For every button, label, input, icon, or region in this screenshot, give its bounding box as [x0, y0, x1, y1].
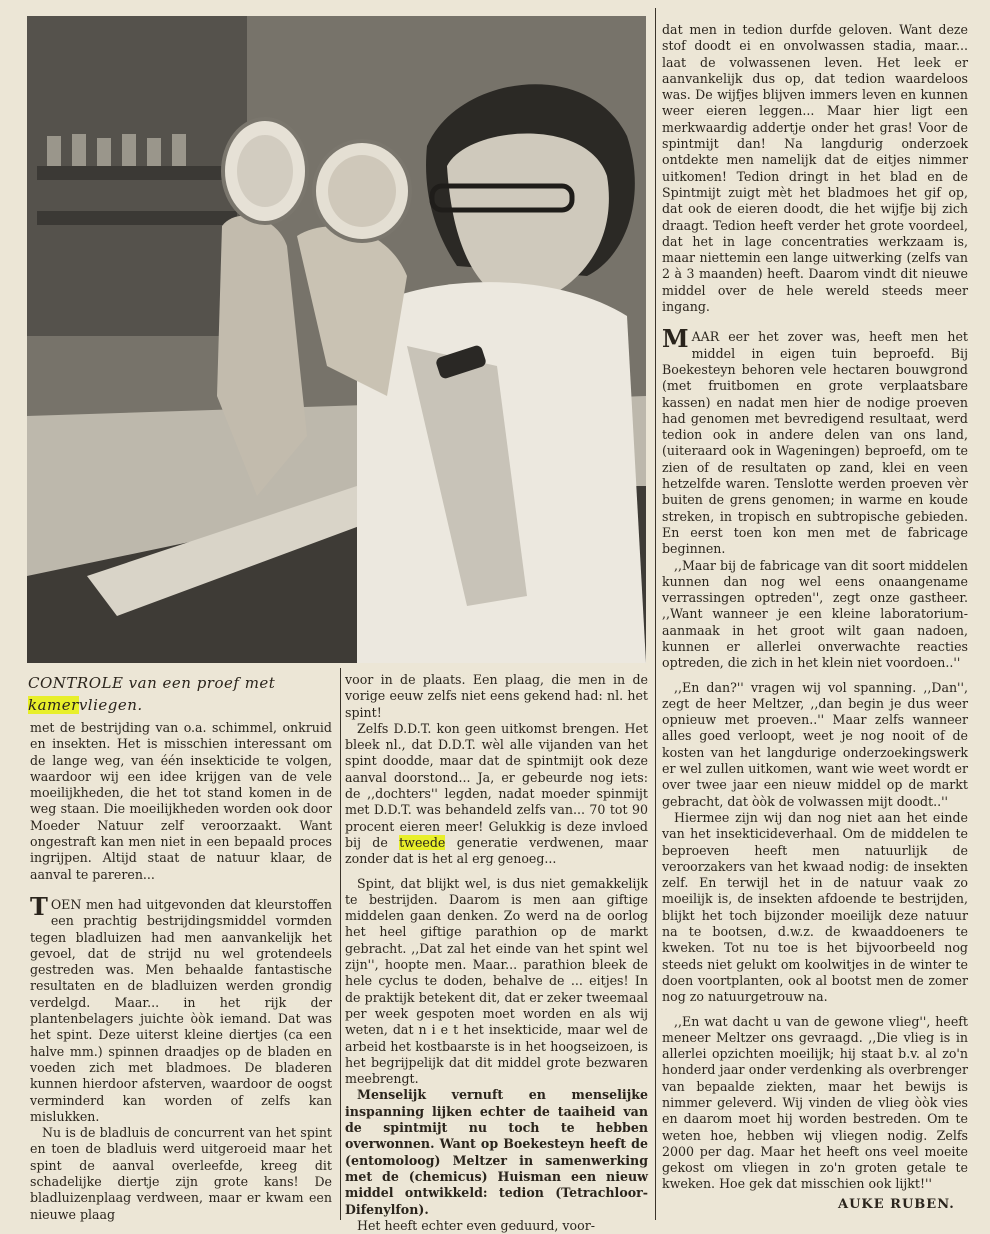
col2-paragraph-4: Menselijk vernuft en menselijke inspanning lijken echter de taaiheid van de spintmijt nu toch te hebben overwonnen. Want op Boekesteyn heeft de (entomoloog) Meltzer in samenwerking met de (chemicus) Huisman een nieuw middel ontwikkeld: tedion (Tetrachloor-Difenylfon). [345, 1087, 648, 1217]
col3-paragraph-3: ,,Maar bij de fabricage van dit soort middelen kunnen dan nog wel eens onaangename verrassingen optreden'', zegt onze gastheer. ,,Want wanneer je een kleine laboratorium-aanmaak in het groot wilt gaan nadoen, kunnen er allerlei onverwachte reacties optreden, die zich in het klein niet voordoen..'' [662, 557, 968, 671]
col1-p2-initial: OEN [50, 896, 82, 912]
col2-p2-end: generatie verdwenen, maar zonder dat is het al erg genoeg... [345, 834, 648, 867]
col2-paragraph-5: Het heeft echter even geduurd, voor- [357, 1217, 595, 1233]
col2-p2-body: Zelfs D.D.T. kon geen uitkomst brengen. Het bleek nl., dat D.D.T. wèl alle vijanden van het spint doodde, maar dat de spintmijt ook deze aanval doorstond... Ja, er gebeurde nog iets: de ,,dochters'' legden, nadat moeder spinmijt met D.D.T. was behandeld zelfs van... 70 tot 90 procent eieren meer! Gelukkig is deze invloed bij de [345, 720, 648, 850]
col2-paragraph-1: voor in de plaats. Een plaag, die men in de vorige eeuw zelfs niet eens gekend had: nl. het spint! [345, 672, 648, 720]
col2-paragraph-3: Spint, dat blijkt wel, is dus niet gemakkelijk te bestrijden. Daarom is men aan giftige middelen gaan denken. Zo werd na de oorlog het heel giftige parathion op de markt gebracht. ,,Dat zal het einde van het spint wel zijn'', hoopte men. Maar... parathion bleek de hele cyclus te doden, behalve de ... eitjes! In de praktijk betekent dit, dat er zeker tweemaal per week gespoten moet worden en als wij weten, dat n i e t het insekticide, maar wel de arbeid het kostbaarste is in het hoogseizoen, is het begrijpelijk dat dit middel grote bezwaren meebrengt. [345, 875, 648, 1087]
col3-paragraph-2 [662, 324, 968, 557]
caption-highlight: kamer [28, 696, 79, 714]
col1-p2-body: men had uitgevonden dat kleurstoffen een prachtig bestrijdingsmiddel vormden tegen bladluizen had men aanvankelijk het gevoel, dat de strijd nu wel grotendeels gestreden was. Men behaalde fantastische resultaten en de bladluizen werden grondig verdelgd. Maar... in het rijk der plantenbelagers juichte òòk iemand. Dat was het spint. Deze uiterst kleine diertjes (ca een halve mm.) spinnen draadjes op de bladen en voeden zich met bladmoes. De bladeren kunnen hierdoor afsterven, waardoor de oogst verminderd kan worden of zelfs kan mislukken. [30, 896, 332, 1124]
col3-p2-initial: AAR [691, 329, 720, 345]
dropcap-m: M [662, 324, 689, 354]
dropcap-t: T [30, 891, 48, 921]
col1-paragraph-2 [30, 891, 332, 1125]
article-column-1 [30, 720, 332, 1223]
caption-part2: vliegen. [78, 696, 143, 714]
col3-paragraph-5: Hiermee zijn wij dan nog niet aan het einde van het insekticideverhaal. Om de middelen te beproeven heeft men natuurlijk de veroorzakers van het kwaad nodig: de insekten zelf. En terwijl het in de natuur vaak zo moeilijk is, de insekten afdoende te bestrijden, blijkt het toch bijzonder moeilijk deze natuur na te bootsen, d.w.z. de kwaaddoeners te kweken. Tot nu toe is het bijvoorbeeld nog steeds niet gelukt om koolwitjes in de winter te doen voortplanten, ook al bootst men de zomer nog zo natuurgetrouw na. [662, 809, 968, 1005]
col2-paragraph-2 [345, 721, 648, 868]
col3-paragraph-6: ,,En wat dacht u van de gewone vlieg'', heeft meneer Meltzer ons gevraagd. ,,Die vlieg is in allerlei opzichten moeilijk; hij staat b.v. al zo'n honderd jaar onder verdenking als overbrenger van bepaalde ziekten, maar het bewijs is nimmer geleverd. Wij vinden de vlieg òòk vies en daarom moet hij worden bestreden. Om te weten hoe, hebben wij vliegen nodig. Zelfs 2000 per dag. Maar het heeft ons veel moeite gekost om vliegen in zo'n groten getale te kweken. Hoe gek dat misschien ook lijkt!'' [662, 1013, 968, 1192]
col1-paragraph-1: met de bestrijding van o.a. schimmel, onkruid en insekten. Het is misschien interessant om de lange weg, van één insekticide te volgen, waardoor wij een idee krijgen van de vele moeilijkheden, die het tot stand komen in de weg staan. Die moeilijkheden worden ook door Moeder Natuur zelf veroorzaakt. Want ongestraft kan men niet in een bepaald proces ingrijpen. Altijd staat de natuur klaar, de aanval te pareren... [30, 720, 332, 882]
column-rule-left [340, 668, 341, 1220]
col1-paragraph-3: Nu is de bladluis de concurrent van het spint en toen de bladluis werd uitgeroeid maar het spint de aanval overleefde, kreeg dit schadelijke diertje zijn grote kans! De bladluizenplaag verdween, maar er kwam een nieuwe plaag [30, 1125, 332, 1222]
caption-part1: CONTROLE van een proef met [28, 674, 276, 692]
photo-illustration [27, 16, 646, 663]
article-column-3 [662, 22, 968, 1193]
author-byline: AUKE RUBEN. [838, 1197, 955, 1212]
col3-p2-body: eer het zover was, heeft men het middel in eigen tuin beproefd. Bij Boekesteyn behoren vele hectaren bouwgrond (met fruitbomen en grote verplaatsbare kassen) en nadat men hier de nodige proeven had genomen met bevredigend resultaat, werd tedion ook in andere delen van ons land, (uiteraard ook in Wageningen) beproefd, om te zien of de resultaten op zand, klei en veen hetzelfde waren. Tenslotte werden proeven vèr buiten de grens genomen; in warme en koude streken, in tropisch en subtropische gebieden. En eerst toen kon men met de fabricage beginnen. [662, 329, 968, 557]
col3-paragraph-1: dat men in tedion durfde geloven. Want deze stof doodt ei en onvolwassen stadia, maar... laat de volwassenen leven. Het leek er aanvankelijk dus op, dat tedion waardeloos was. De wijfjes blijven immers leven en kunnen weer eieren leggen... Maar hier ligt een merkwaardig addertje onder het gras! Voor de spintmijt dan! Na langdurig onderzoek ontdekte men namelijk dat de eitjes nimmer uitkomen! Tedion dringt in het blad en de Spintmijt zuigt mèt het bladmoes het gif op, dat ook de eieren doodt, die het wijfje bij zich draagt. Tedion heeft verder het grote voordeel, dat het in lage concentraties werkzaam is, maar niettemin een lange uitwerking (zelfs van 2 à 3 maanden) heeft. Daarom vindt dit nieuwe middel over de hele wereld steeds meer ingang. [662, 22, 968, 315]
col3-paragraph-4: ,,En dan?'' vragen wij vol spanning. ,,Dan'', zegt de heer Meltzer, ,,dan begin je dus weer opnieuw met proeven..'' Maar zelfs wanneer alles goed verloopt, weet je nog nooit of de kosten van het langdurige onderzoekingswerk er wel zullen uitkomen, want wie weet wordt er over twee jaar een nieuw middel op de markt gebracht, dat òòk de volwassen mijt doodt..'' [662, 679, 968, 809]
article-photo [27, 16, 646, 663]
photo-caption [28, 672, 338, 716]
column-rule-right [655, 8, 656, 1220]
col2-p2-highlight: tweede [399, 834, 446, 850]
article-column-2 [345, 672, 648, 1234]
